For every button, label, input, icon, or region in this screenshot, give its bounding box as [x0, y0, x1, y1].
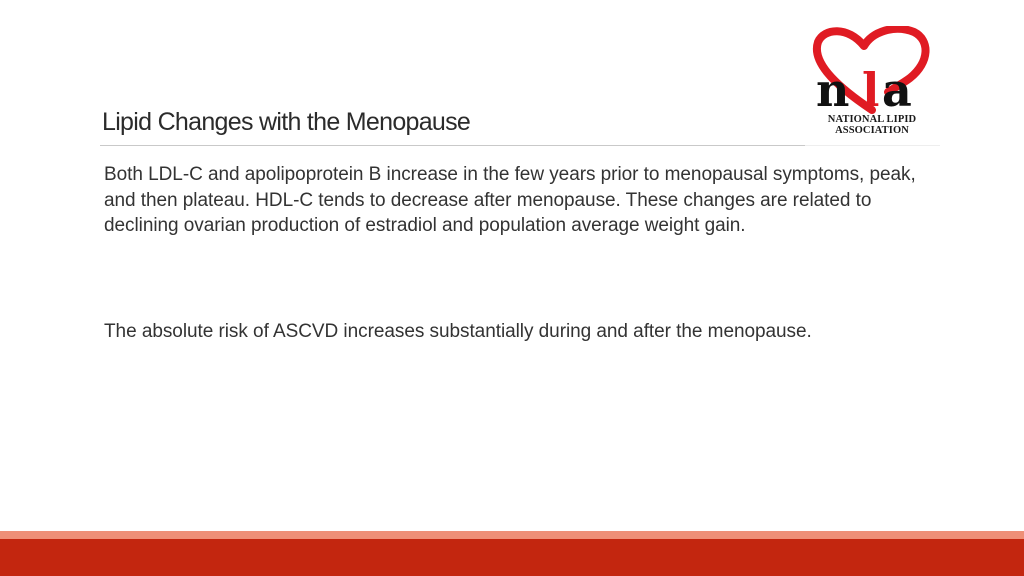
title-divider: [100, 145, 805, 146]
body-paragraph-1: Both LDL-C and apolipoprotein B increase in the few years prior to menopausal symptoms, peak, and then plateau. HDL-C tends to decrease after menopause. These changes are related to declining ovarian production of estradiol and population average weight gain.: [104, 164, 916, 236]
logo-caption-line2: ASSOCIATION: [835, 125, 909, 136]
logo: [810, 26, 940, 140]
logo-caption: [810, 114, 934, 136]
footer-band: [0, 539, 1024, 576]
logo-divider: [805, 145, 940, 146]
logo-letter-n: n: [816, 63, 850, 116]
footer-band-accent: [0, 531, 1024, 539]
slide-title: Lipid Changes with the Menopause: [102, 108, 471, 136]
logo-letter-l: l: [862, 63, 880, 116]
body-paragraph-2: The absolute risk of ASCVD increases substantially during and after the menopause.: [104, 321, 812, 342]
logo-caption-line1: NATIONAL LIPID: [827, 114, 917, 125]
heart-icon: [810, 26, 940, 116]
logo-letter-a: a: [882, 63, 912, 116]
